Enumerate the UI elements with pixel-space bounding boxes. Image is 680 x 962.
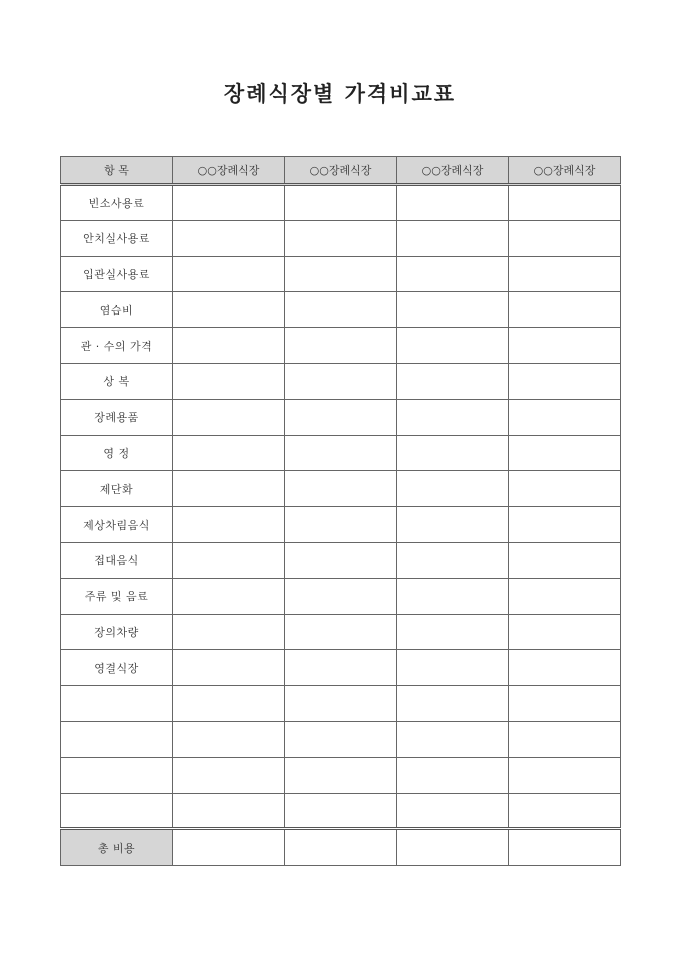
price-cell	[509, 507, 621, 543]
price-cell	[173, 292, 285, 328]
price-cell	[173, 614, 285, 650]
price-cell	[509, 721, 621, 757]
header-venue-4: ○○장례식장	[509, 157, 621, 185]
header-row	[61, 157, 621, 185]
table-row	[61, 292, 621, 328]
total-row	[61, 829, 621, 866]
price-cell	[285, 686, 397, 722]
row-label: 장례용품	[61, 399, 173, 435]
price-cell	[397, 542, 509, 578]
price-cell	[397, 435, 509, 471]
price-cell	[509, 471, 621, 507]
price-cell	[173, 793, 285, 829]
row-label: 제단화	[61, 471, 173, 507]
price-cell	[285, 185, 397, 221]
table-row	[61, 220, 621, 256]
row-label: 영결식장	[61, 650, 173, 686]
table-row	[61, 328, 621, 364]
header-venue-1: ○○장례식장	[173, 157, 285, 185]
price-cell	[397, 471, 509, 507]
price-cell	[285, 363, 397, 399]
price-cell	[285, 542, 397, 578]
price-cell	[285, 220, 397, 256]
price-cell	[397, 220, 509, 256]
row-label: 빈소사용료	[61, 185, 173, 221]
price-cell	[173, 435, 285, 471]
price-cell	[397, 507, 509, 543]
price-cell	[285, 471, 397, 507]
price-cell	[173, 578, 285, 614]
price-cell	[509, 578, 621, 614]
price-cell	[285, 399, 397, 435]
table-row	[61, 650, 621, 686]
price-comparison-table	[60, 156, 621, 866]
total-cell	[509, 829, 621, 866]
price-cell	[173, 328, 285, 364]
price-cell	[509, 363, 621, 399]
table-row	[61, 757, 621, 793]
table-row	[61, 542, 621, 578]
row-label	[61, 686, 173, 722]
price-cell	[397, 757, 509, 793]
price-cell	[285, 507, 397, 543]
price-cell	[285, 793, 397, 829]
price-cell	[173, 757, 285, 793]
row-label: 입관실사용료	[61, 256, 173, 292]
price-cell	[509, 686, 621, 722]
price-cell	[285, 757, 397, 793]
price-cell	[285, 435, 397, 471]
header-item: 항 목	[61, 157, 173, 185]
row-label	[61, 757, 173, 793]
price-cell	[285, 578, 397, 614]
table-row	[61, 185, 621, 221]
price-cell	[173, 650, 285, 686]
row-label: 염습비	[61, 292, 173, 328]
row-label: 영 정	[61, 435, 173, 471]
price-cell	[173, 363, 285, 399]
row-label	[61, 721, 173, 757]
header-venue-3: ○○장례식장	[397, 157, 509, 185]
total-cell	[397, 829, 509, 866]
price-cell	[397, 578, 509, 614]
row-label: 안치실사용료	[61, 220, 173, 256]
table-row	[61, 507, 621, 543]
page-title: 장례식장별 가격비교표	[223, 81, 457, 106]
price-cell	[397, 185, 509, 221]
table-row	[61, 686, 621, 722]
price-cell	[173, 256, 285, 292]
table-row	[61, 399, 621, 435]
row-label: 주류 및 음료	[61, 578, 173, 614]
table-row	[61, 721, 621, 757]
price-cell	[173, 542, 285, 578]
price-cell	[397, 328, 509, 364]
price-cell	[285, 256, 397, 292]
price-cell	[173, 507, 285, 543]
row-label	[61, 793, 173, 829]
price-cell	[173, 721, 285, 757]
price-cell	[509, 614, 621, 650]
table-row	[61, 471, 621, 507]
price-cell	[509, 757, 621, 793]
price-cell	[509, 399, 621, 435]
price-cell	[509, 328, 621, 364]
price-cell	[285, 292, 397, 328]
total-cell	[173, 829, 285, 866]
price-cell	[397, 721, 509, 757]
price-cell	[285, 650, 397, 686]
price-cell	[509, 292, 621, 328]
header-venue-2: ○○장례식장	[285, 157, 397, 185]
price-cell	[397, 650, 509, 686]
table-row	[61, 363, 621, 399]
price-cell	[509, 793, 621, 829]
total-label: 총 비용	[61, 829, 173, 866]
price-cell	[285, 614, 397, 650]
table-row	[61, 256, 621, 292]
price-cell	[397, 363, 509, 399]
total-cell	[285, 829, 397, 866]
row-label: 관 · 수의 가격	[61, 328, 173, 364]
price-cell	[509, 650, 621, 686]
price-cell	[285, 328, 397, 364]
row-label: 상 복	[61, 363, 173, 399]
price-cell	[509, 542, 621, 578]
price-cell	[509, 220, 621, 256]
table-row	[61, 578, 621, 614]
price-cell	[509, 256, 621, 292]
table-row	[61, 435, 621, 471]
table-row	[61, 793, 621, 829]
price-cell	[173, 686, 285, 722]
price-cell	[173, 220, 285, 256]
price-cell	[397, 793, 509, 829]
price-cell	[509, 435, 621, 471]
price-cell	[509, 185, 621, 221]
price-cell	[173, 399, 285, 435]
price-cell	[397, 399, 509, 435]
row-label: 접대음식	[61, 542, 173, 578]
row-label: 제상차림음식	[61, 507, 173, 543]
price-cell	[397, 686, 509, 722]
row-label: 장의차량	[61, 614, 173, 650]
price-cell	[173, 471, 285, 507]
price-cell	[397, 292, 509, 328]
price-cell	[285, 721, 397, 757]
price-cell	[173, 185, 285, 221]
table-row	[61, 614, 621, 650]
price-cell	[397, 614, 509, 650]
price-cell	[397, 256, 509, 292]
